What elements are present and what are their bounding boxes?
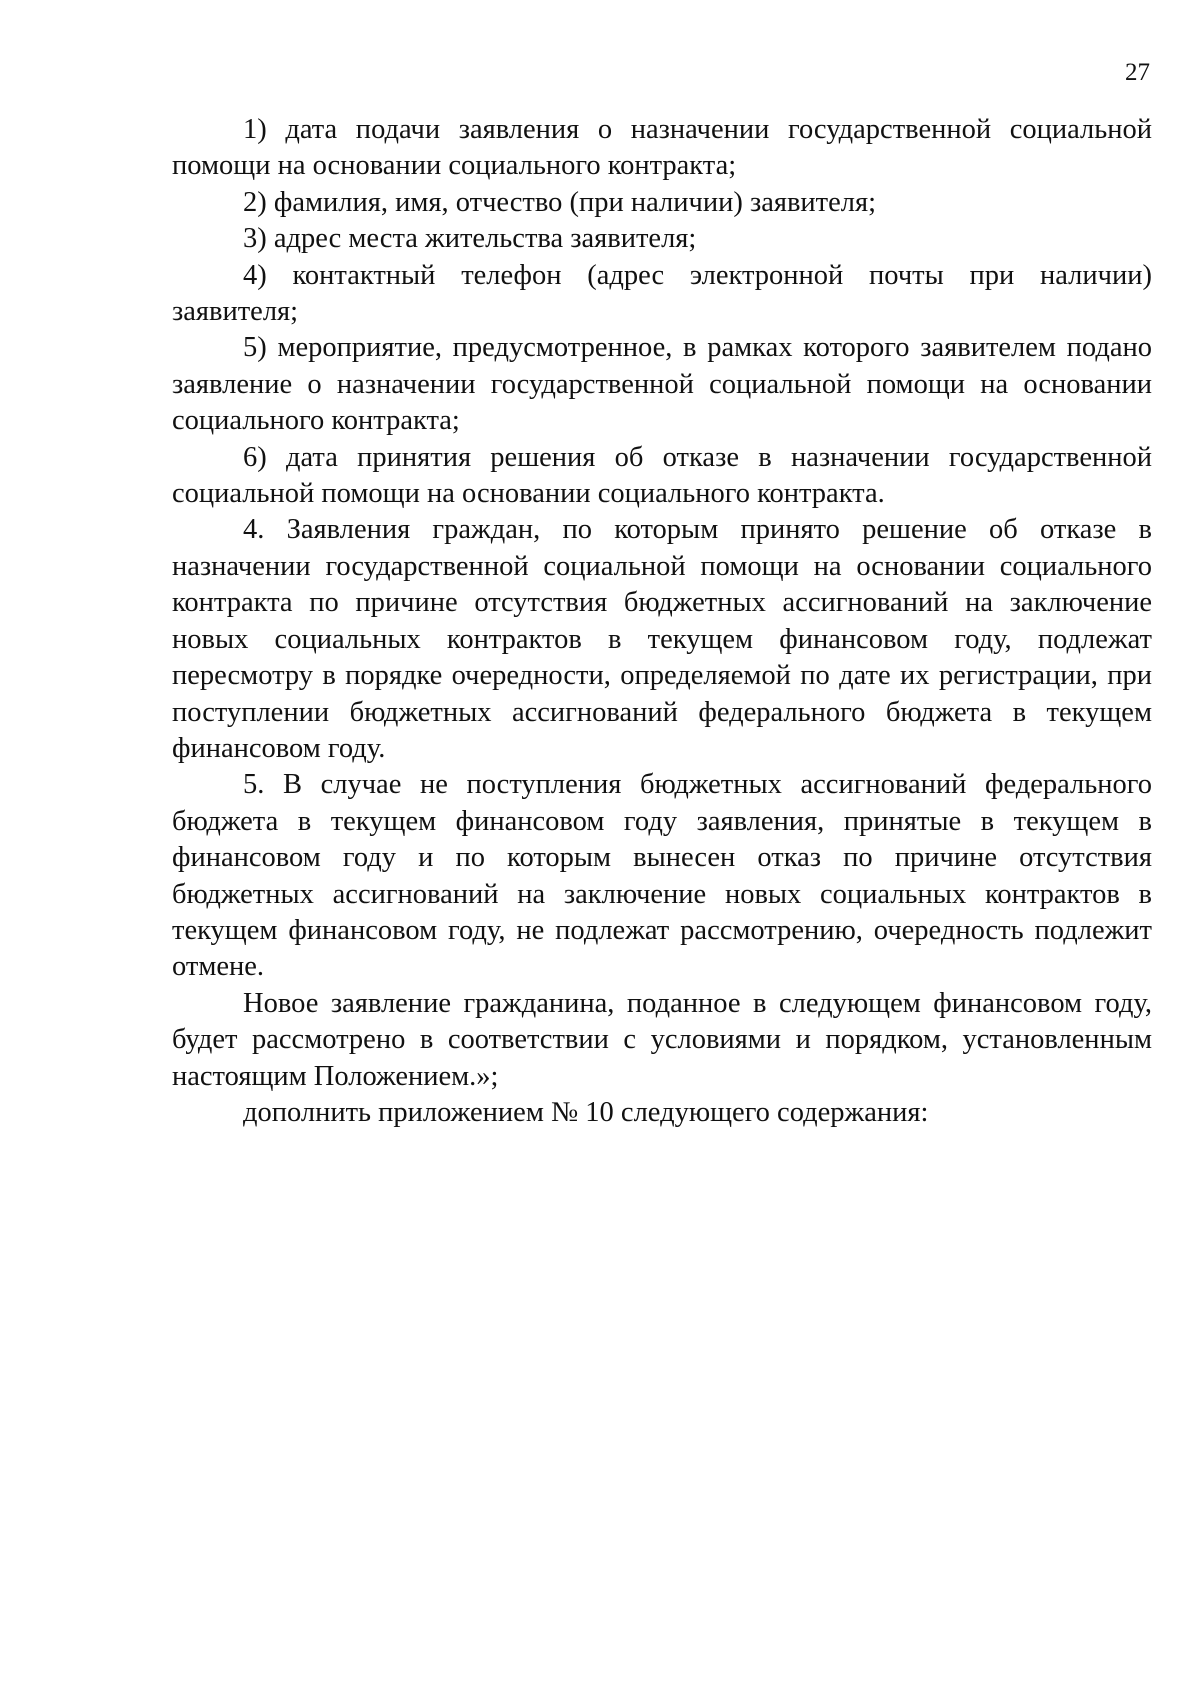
paragraph-item-3: 3) адрес места жительства заявителя; bbox=[243, 223, 697, 255]
paragraph-item-2: 2) фамилия, имя, отчество (при наличии) заявителя; bbox=[243, 186, 877, 218]
paragraph-item-6: 6) дата принятия решения об отказе в назначении государственной социальной помощи на основании социального контракта. bbox=[172, 441, 1152, 510]
paragraph-new-application: Новое заявление гражданина, поданное в следующем финансовом году, будет рассмотрено в соответствии с условиями и порядком, установленным настоящим Положением.»; bbox=[172, 987, 1152, 1092]
document-body bbox=[172, 112, 1152, 1131]
paragraph-appendix-10: дополнить приложением № 10 следующего содержания: bbox=[243, 1096, 929, 1128]
paragraph-clause-4: 4. Заявления граждан, по которым принято решение об отказе в назначении государственной социальной помощи на основании социального контракта по причине отсутствия бюджетных ассигнований на заключение новых социальных контрактов в текущем финансовом году, подлежат пересмотру в порядке очередности, определяемой по дате их регистрации, при поступлении бюджетных ассигнований федерального бюджета в текущем финансовом году. bbox=[172, 514, 1152, 764]
paragraph-item-4: 4) контактный телефон (адрес электронной почты при наличии) заявителя; bbox=[172, 259, 1152, 328]
paragraph-clause-5: 5. В случае не поступления бюджетных ассигнований федерального бюджета в текущем финансовом году заявления, принятые в текущем в финансовом году и по которым вынесен отказ по причине отсутствия бюджетных ассигнований на заключение новых социальных контрактов в текущем финансовом году, не подлежат рассмотрению, очередность подлежит отмене. bbox=[172, 769, 1152, 983]
paragraph-item-1: 1) дата подачи заявления о назначении государственной социальной помощи на основании социального контракта; bbox=[172, 114, 1152, 182]
page-number: 27 bbox=[1125, 59, 1150, 86]
paragraph-item-5: 5) мероприятие, предусмотренное, в рамках которого заявителем подано заявление о назначении государственной социальной помощи на основании социального контракта; bbox=[172, 332, 1152, 437]
